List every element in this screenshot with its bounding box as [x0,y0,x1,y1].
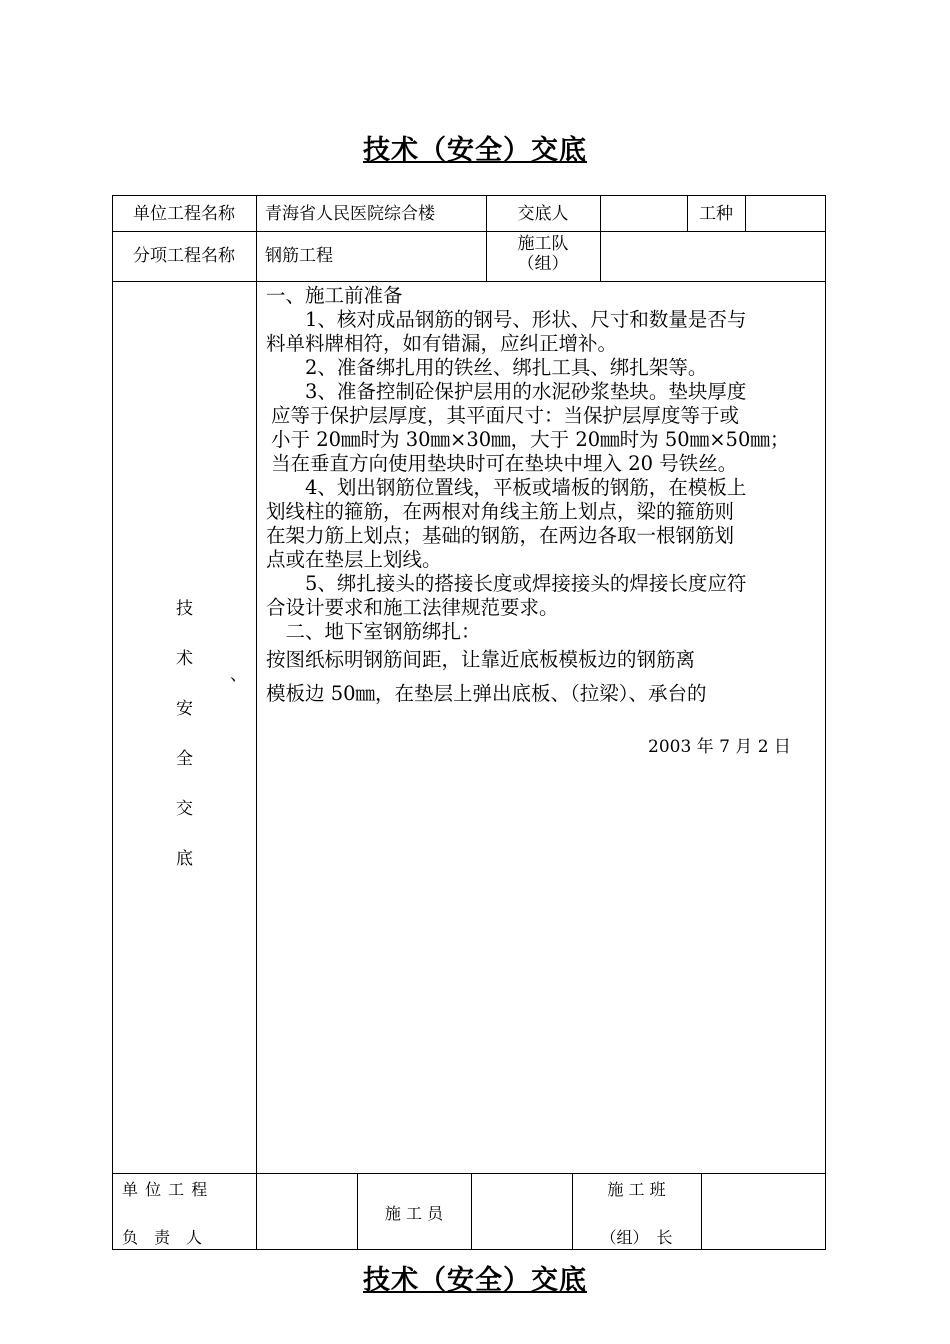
content-line: 二、地下室钢筋绑扎： [266,620,481,643]
content-line: 划线柱的箍筋，在两根对角线主筋上划点，梁的箍筋则 [266,500,735,523]
content-line: 按图纸标明钢筋间距，让靠近底板模板边的钢筋离 [266,648,696,671]
content-line: 1、核对成品钢筋的钢号、形状、尺寸和数量是否与 [266,308,747,331]
construction-team-label: 施工队 （组） [517,234,569,274]
content-line: 模板边 50㎜，在垫层上弹出底板、（拉梁）、承台的 [266,682,707,705]
content-line: 料单料牌相符，如有错漏，应纠正增补。 [266,332,618,355]
content-line: 3、准备控制砼保护层用的水泥砂浆垫块。垫块厚度 [266,380,747,403]
content-line: 当在垂直方向使用垫块时可在垫块中埋入 20 号铁丝。 [271,452,738,475]
unit-project-name-label: 单位工程名称 [133,204,235,224]
side-label-char: 安 [176,699,193,719]
subitem-project-name-value: 钢筋工程 [265,246,333,266]
content-line: 一、施工前准备 [266,284,403,307]
side-label-char: 技 [176,599,193,619]
content-line: 4、划出钢筋位置线，平板或墙板的钢筋，在模板上 [266,476,747,499]
content-line: 合设计要求和施工法律规范要求。 [266,596,559,619]
content-line: 2、准备绑扎用的铁丝、绑扎工具、绑扎架等。 [266,356,708,379]
construction-worker-label: 施 工 员 [384,1204,444,1223]
disclosure-date: 2003 年 7 月 2 日 [648,737,791,757]
unit-project-name-value: 青海省人民医院综合楼 [265,204,435,224]
side-label-char: 术 [176,649,193,669]
side-label-char: 全 [176,749,193,769]
team-leader-label-line1: 施 工 班 [607,1180,666,1199]
next-page-title: 技术（安全）交底 [363,1265,587,1296]
unit-head-label-line2: 负 责 人 [122,1228,203,1247]
disclosure-content [266,284,789,706]
content-line: 点或在垫层上划线。 [266,548,442,571]
content-line: 在架力筋上划点；基础的钢筋，在两边各取一根钢筋划 [266,524,735,547]
side-label-char: 、 [230,665,247,685]
trade-label: 工种 [699,204,733,224]
subitem-project-name-label: 分项工程名称 [133,246,235,266]
team-leader-label-line2: （组） 长 [600,1228,673,1247]
side-label-char: 底 [176,849,193,869]
discloser-label: 交底人 [517,204,569,224]
unit-head-label-line1: 单 位 工 程 [122,1180,209,1199]
side-label-char: 交 [176,799,193,819]
document-title: 技术（安全）交底 [363,135,587,166]
content-line: 应等于保护层厚度，其平面尺寸：当保护层厚度等于或 [271,404,740,427]
content-line: 5、绑扎接头的搭接长度或焊接接头的焊接长度应符 [266,572,747,595]
content-line: 小于 20㎜时为 30㎜×30㎜，大于 20㎜时为 50㎜×50㎜； [271,428,790,451]
